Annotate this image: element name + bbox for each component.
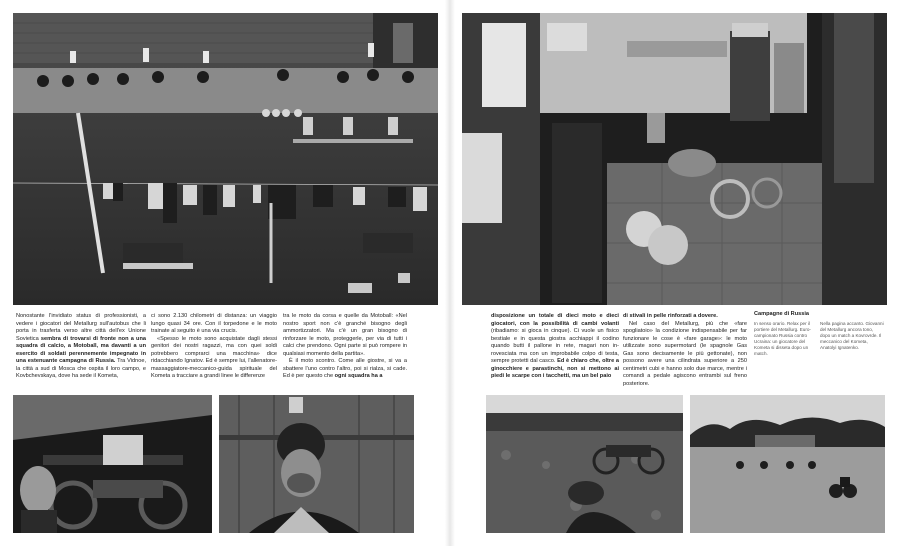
left-col3-paragraph-2: È il moto scontro. Come alle giostre, si va a sbattere l'uno contro l'altro, poi si rialza, si cade. Ed è per questo che ogni squadra ha a (283, 358, 407, 380)
left-col2-paragraph-2: «Spesso le moto sono acquistate dagli stessi genitori dei nostri ragazzi, ma con quei soldi potrebbero comprarci una macchina» dice ridacchiando Ignatov. Ed è sempre lui, l'allenatore-massaggiatore-meccanico-guida spirituale del Kometa a tracciare a grandi linee le differenze (151, 335, 277, 380)
photo-goalkeeper-motorbike (13, 395, 212, 533)
left-col1-paragraph-1: Nonostante l'invidiato status di professionisti, a vedere i giocatori del Metallurg sull'autobus che li porta in trasferta verso altre città dell'ex Unione Sovietica sembra di trovarsi di fronte non a una squadra di calcio, a Motoball, ma davanti a un esercito di soldati perennemente impegnato in una estenuante campagna di Russia. Tra Vidnoe, la città a sud di Mosca che ospita il loro campo, e Kovbchevskaya, dove ha sede il Kometa, (16, 313, 147, 380)
right-col2-paragraph-1: di stivali in pelle rinforzati a dovere. (623, 313, 718, 319)
right-col1-paragraph-1: disposizione un totale di dieci moto e dieci giocatori, con la possibilità di cambi volanti (ribadiamo: si gioca in cinque). Ci vuole un fisico bestiale e in questa giostra acchiappi il codino quando butti il pallone in rete, magari non in-rovesciata ma con un improbabile colpo di testa, sempre protetti dal casco. Ed è chiaro che, oltre a ginocchiere e parastinchi, non si mettono ai piedi le scarpe con i tacchetti, ma un bel paio (491, 313, 619, 380)
left-col2-paragraph-1: ci sono 2.130 chilometri di distanza: un viaggio lungo quasi 34 ore. Con il torpedone e le moto trainate al seguito è una via crucis. (151, 313, 277, 335)
left-col3-paragraph-1: tra le moto da corsa e quelle da Motoball: «Nel nostro sport non c'è granché bisogno degli ammortizzatori. Ma c'è un gran bisogno di rinforzare le moto, proteggerle, per via di tutti i calci che prendono. Ogni parte si può rompere in qualsiasi momento della partita». (283, 313, 407, 357)
left-text-column-3 (283, 313, 407, 381)
photo-player-helmet (219, 395, 414, 533)
photo-match-field (690, 395, 885, 533)
caption-photos-facing-page: Nella pagina accanto. Giovanni del Metallurg ancora tono, dopo un match a Kovrovrde. Il meccanico del Kometa, Anatolyi Ignatenko. (820, 321, 884, 350)
photo-player-drinking (486, 395, 683, 533)
right-text-column-2 (623, 313, 747, 388)
left-text-column-1 (16, 313, 146, 381)
right-text-column-1 (491, 313, 619, 381)
caption-title: Campagne di Russia (754, 311, 810, 317)
photo-field-laundry (13, 13, 438, 305)
left-text-column-2 (151, 313, 277, 381)
right-col2-paragraph-2: Nel caso del Metallurg, più che «fare spogliatoio» la condizione indispensabile per far funzionare le cose è «fare garage»: le moto utilizzate sono supermotard (le spagnole Gas Gas sono decisamente le più gettonate), non possono avere una cilindrata superiore a 250 centimetri cubi e hanno solo due marce, mentre i comandi a pedale agiscono entrambi sul freno posteriore. (623, 320, 747, 387)
page-gutter (445, 0, 455, 546)
photo-garage-mechanic (462, 13, 887, 305)
caption-photos-this-page: In senso orario. Relax per il portiere del Metallurg. Euro-campionato Russia contro Ucraina: un giocatore del Kometa si disseta dopo un match. (754, 321, 811, 356)
